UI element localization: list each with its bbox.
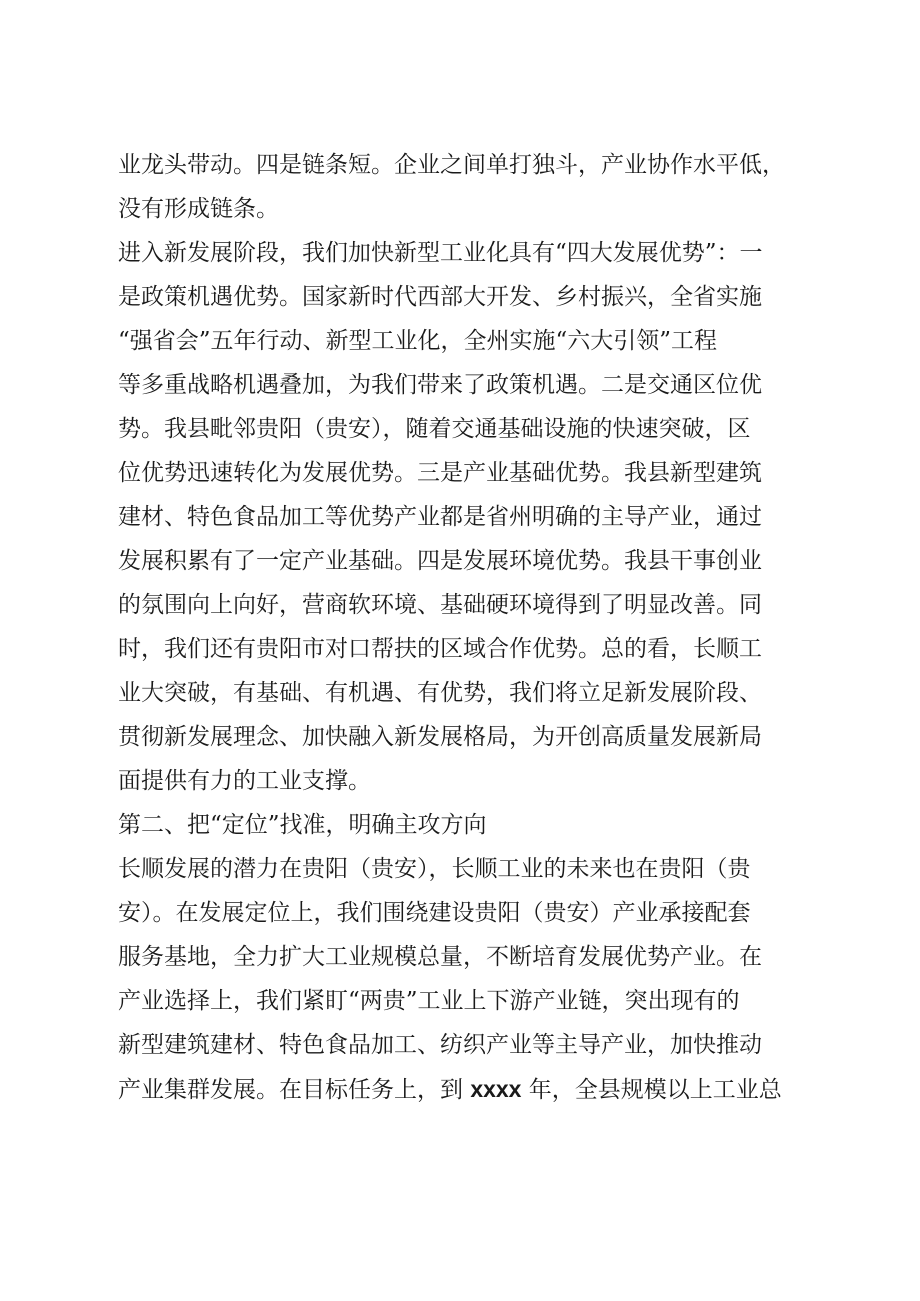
paragraph-line: 等多重战略机遇叠加，为我们带来了政策机遇。二是交通区位优 [118,372,762,398]
paragraph-line: 进入新发展阶段，我们加快新型工业化具有“四大发展优势”：一 [118,240,763,266]
paragraph-line: 新型建筑建材、特色食品加工、纺织产业等主导产业，加快推动 [118,1032,762,1058]
paragraph-line: “强省会”五年行动、新型工业化，全州实施“六大引领”工程 [118,328,718,354]
paragraph-line: 业大突破，有基础、有机遇、有优势，我们将立足新发展阶段、 [118,680,762,706]
paragraph-line: 势。我县毗邻贵阳（贵安），随着交通基础设施的快速突破，区 [118,416,751,442]
paragraph-line: 产业选择上，我们紧盯“两贵”工业上下游产业链，突出现有的 [118,988,740,1014]
paragraph-line: 服务基地，全力扩大工业规模总量，不断培育发展优势产业。在 [118,944,762,970]
paragraph-line: 贯彻新发展理念、加快融入新发展格局，为开创高质量发展新局 [118,724,762,750]
line-text-before: 产业集群发展。在目标任务上，到 [118,1077,471,1103]
paragraph-line: 业龙头带动。四是链条短。企业之间单打独斗，产业协作水平低， [118,152,785,178]
paragraph-line: 建材、特色食品加工等优势产业都是省州明确的主导产业，通过 [118,504,762,530]
paragraph-line: 面提供有力的工业支撑。 [118,768,371,794]
paragraph-line: 发展积累有了一定产业基础。四是发展环境优势。我县干事创业 [118,548,762,574]
paragraph-line: 位优势迅速转化为发展优势。三是产业基础优势。我县新型建筑 [118,460,762,486]
line-text-after: 年，全县规模以上工业总 [521,1077,782,1103]
paragraph-line: 时，我们还有贵阳市对口帮扶的区域合作优势。总的看，长顺工 [118,636,762,662]
paragraph-line: 没有形成链条。 [118,196,279,222]
paragraph-line [118,1074,782,1104]
paragraph-line: 安）。在发展定位上，我们围绕建设贵阳（贵安）产业承接配套 [118,900,751,926]
section-heading: 第二、把“定位”找准，明确主攻方向 [118,812,487,838]
paragraph-line: 是政策机遇优势。国家新时代西部大开发、乡村振兴，全省实施 [118,284,762,310]
paragraph-line: 长顺发展的潜力在贵阳（贵安），长顺工业的未来也在贵阳（贵 [118,856,751,882]
year-placeholder: xxxx [470,1076,522,1102]
paragraph-line: 的氛围向上向好，营商软环境、基础硬环境得到了明显改善。同 [118,592,762,618]
